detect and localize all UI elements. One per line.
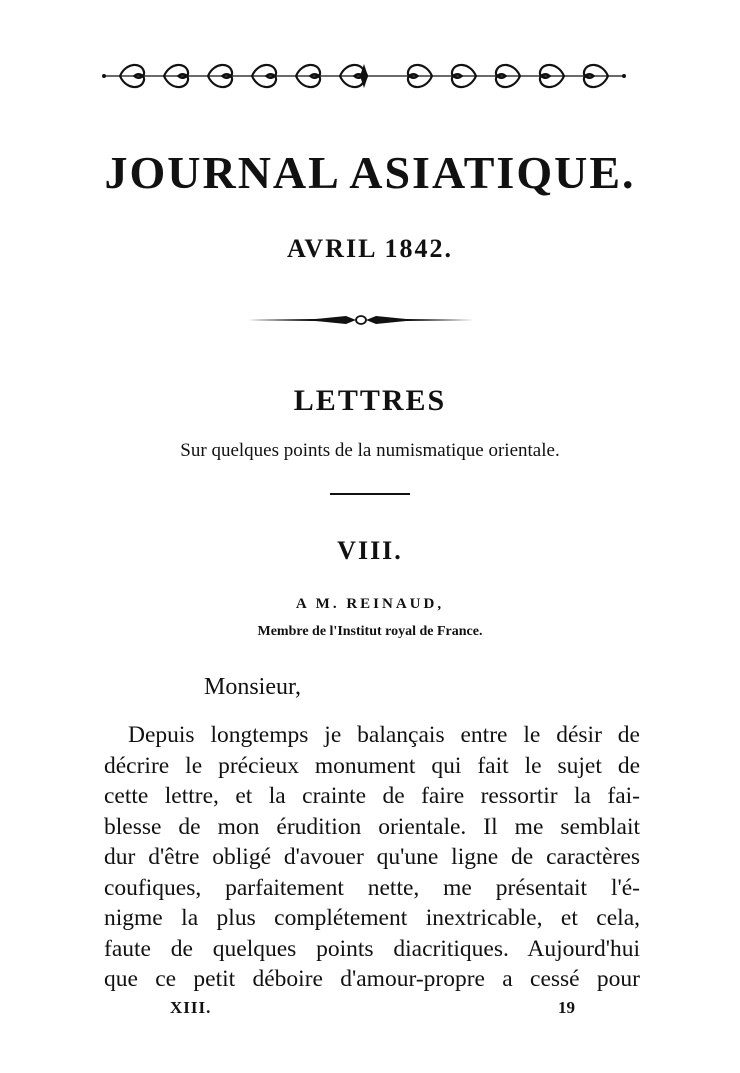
body-line: nigme la plus complétement inextricable, et cela, xyxy=(104,905,640,931)
addressee-title: Membre de l'Institut royal de France. xyxy=(257,624,483,639)
letter-body xyxy=(104,720,640,995)
body-line: coufiques, parfaitement nette, me présentait l'é- xyxy=(104,874,640,901)
journal-title: JOURNAL ASIATIQUE. xyxy=(104,147,636,198)
body-line: décrire le précieux monument qui fait le sujet de xyxy=(104,752,640,779)
body-line: blesse de mon érudition orientale. Il me semblait xyxy=(104,813,640,840)
divider-ornament xyxy=(246,312,476,328)
head-ornament-band xyxy=(100,50,628,102)
signature-mark-volume: XIII. xyxy=(170,998,212,1017)
addressee: A M. REINAUD, xyxy=(295,596,445,612)
section-divider xyxy=(330,493,410,495)
body-line: faute de quelques points diacritiques. Aujourd'hui xyxy=(104,935,640,962)
body-line: cette lettre, et la crainte de faire ressortir la fai- xyxy=(104,783,640,809)
salutation: Monsieur, xyxy=(204,674,302,700)
section-subheading: Sur quelques points de la numismatique orientale. xyxy=(180,440,560,461)
issue-date: AVRIL 1842. xyxy=(286,234,453,263)
signature-mark-number: 19 xyxy=(558,998,575,1017)
body-line: que ce petit déboire d'amour-propre a cessé pour xyxy=(104,966,640,992)
body-line: Depuis longtemps je balançais entre le désir de xyxy=(128,722,640,748)
body-line: dur d'être obligé d'avouer qu'une ligne de caractères xyxy=(104,844,640,870)
section-heading: LETTRES xyxy=(293,384,447,417)
letter-number: VIII. xyxy=(337,536,403,565)
